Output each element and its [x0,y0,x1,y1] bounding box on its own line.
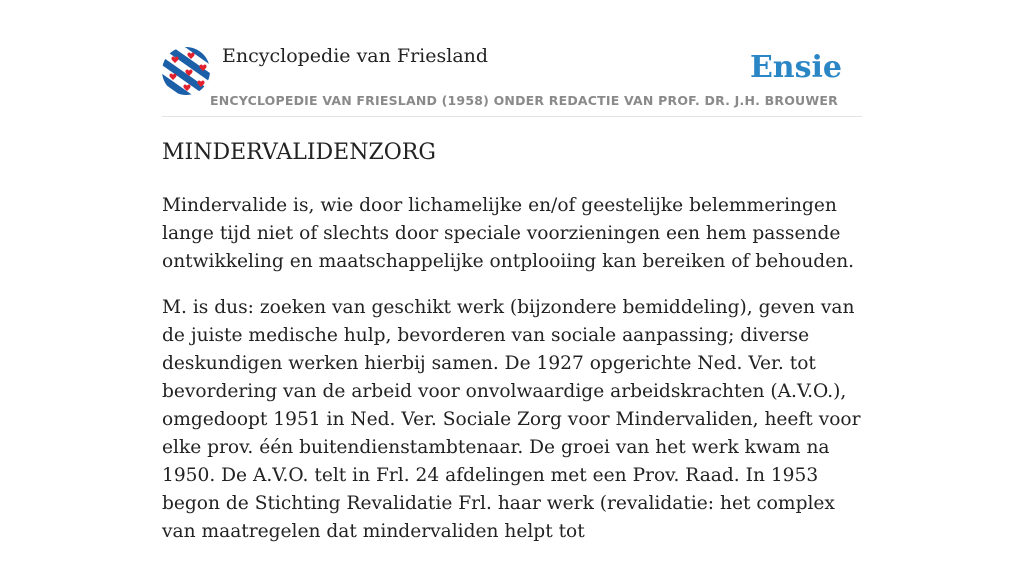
paragraph: M. is dus: zoeken van geschikt werk (bijzondere bemiddeling), geven van de juiste medische hulp, bevorderen van sociale aanpassing; diverse deskundigen werken hierbij samen. De 1927 opgerichte Ned. Ver. tot bevordering van de arbeid voor onvolwaardige arbeidskrachten (A.V.O.), omgedoopt 1951 in Ned. Ver. Sociale Zorg voor Mindervaliden, heeft voor elke prov. één buitendienstambtenaar. De groei van het werk kwam na 1950. De A.V.O. telt in Frl. 24 afdelingen met een Prov. Raad. In 1953 begon de Stichting Revalidatie Frl. haar werk (revalidatie: het complex van maatregelen dat mindervaliden helpt tot [162,297,861,542]
article-body [162,192,864,564]
article-title: MINDERVALIDENZORG [162,140,436,165]
site-header [162,44,862,117]
paragraph: Mindervalide is, wie door lichamelijke en/of geestelijke belemmeringen lange tijd niet of slechts door speciale voorzieningen een hem passende ontwikkeling en maatschappelijke ontplooiing kan bereiken of behouden. [162,195,855,272]
ensie-logo-link[interactable]: Ensie [749,50,842,85]
site-title[interactable]: Encyclopedie van Friesland [222,45,489,67]
site-subtitle: ENCYCLOPEDIE VAN FRIESLAND (1958) ONDER REDACTIE VAN PROF. DR. J.H. BROUWER [210,93,838,108]
frisian-flag-icon[interactable] [162,47,210,95]
